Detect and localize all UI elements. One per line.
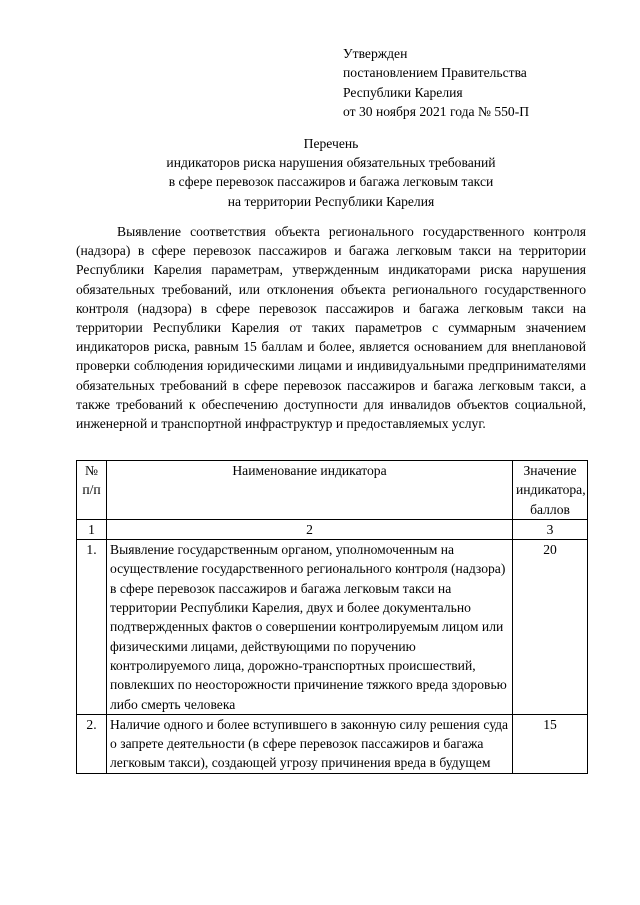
header-indicator-value: Значение индикатора, баллов	[513, 461, 588, 520]
table-header-row	[77, 461, 588, 520]
indicators-table	[76, 460, 588, 774]
row-indicator-value: 15	[513, 714, 588, 773]
index-cell: 2	[107, 519, 513, 539]
document-title	[76, 134, 586, 211]
title-line: в сфере перевозок пассажиров и багажа легковым такси	[168, 174, 494, 190]
row-indicator-name: Наличие одного и более вступившего в законную силу решения суда о запрете деятельности (в сфере перевозок пассажиров и багажа легковым такси), создающей угрозу причинения вреда в будущем	[107, 714, 513, 773]
approval-block	[343, 44, 529, 121]
approval-line: Утвержден	[343, 46, 408, 61]
table-row	[77, 714, 588, 773]
title-line: на территории Республики Карелия	[227, 193, 435, 209]
title-line: индикаторов риска нарушения обязательных требований	[166, 155, 496, 171]
approval-line: от 30 ноября 2021 года № 550-П	[343, 103, 530, 119]
header-number: № п/п	[77, 461, 107, 520]
index-cell: 1	[77, 519, 107, 539]
approval-line: постановлением Правительства	[343, 65, 527, 81]
row-number: 2.	[77, 714, 107, 773]
row-number: 1.	[77, 540, 107, 715]
table-index-row	[77, 519, 588, 539]
table-row	[77, 540, 588, 715]
index-cell: 3	[513, 519, 588, 539]
row-indicator-value: 20	[513, 540, 588, 715]
row-indicator-name: Выявление государственным органом, уполномоченным на осуществление государственного регионального контроля (надзора) в сфере перевозок пассажиров и багажа легковым такси на территории Республики Карелия, двух и более документально подтвержденных фактов о совершении контролируемым лицом или физическими лицами, действующими по поручению контролируемого лица, дорожно-транспортных происшествий, повлекших по неосторожности причинение тяжкого вреда здоровью либо смерть человека	[107, 540, 513, 715]
approval-line: Республики Карелия	[343, 84, 463, 100]
header-indicator-name: Наименование индикатора	[107, 461, 513, 520]
intro-paragraph: Выявление соответствия объекта регионального государственного контроля (надзора) в сфере перевозок пассажиров и багажа легковым такси на территории Республики Карелия параметрам, утвержденным индикаторами риска нарушения обязательных требований, или отклонения объекта регионального государственного контроля (надзора) в сфере перевозок пассажиров и багажа легковым такси на территории Республики Карелия от таких параметров с суммарным значением индикаторов риска, равным 15 баллам и более, является основанием для внеплановой проверки соблюдения юридическими лицами и индивидуальными предпринимателями обязательных требований в сфере перевозок пассажиров и багажа легковым такси, а также требований к обеспечению доступности для инвалидов объектов социальной, инженерной и транспортной инфраструктур и предоставляемых услуг.	[76, 224, 586, 432]
title-line: Перечень	[303, 136, 359, 151]
